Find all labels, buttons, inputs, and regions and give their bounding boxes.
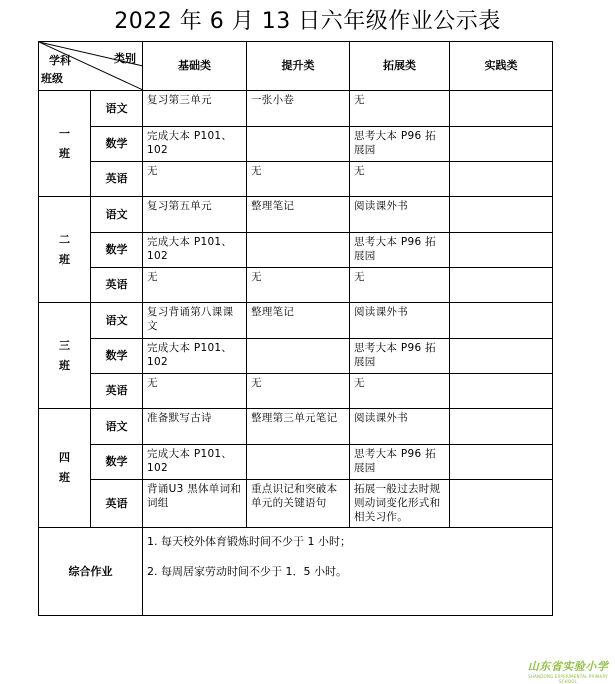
column-header-basic: 基础类 [143, 42, 247, 91]
basic-cell: 无 [143, 162, 247, 197]
basic-cell: 复习背诵第八课课文 [143, 303, 247, 339]
expand-cell: 思考大本 P96 拓展园 [350, 127, 450, 162]
homework-table [38, 41, 553, 616]
improve-cell: 重点识记和突破本单元的关键语句 [247, 480, 350, 528]
comprehensive-label: 综合作业 [39, 528, 143, 616]
improve-cell: 整理笔记 [247, 303, 350, 339]
practice-cell [450, 268, 553, 303]
basic-cell: 无 [143, 268, 247, 303]
school-logo [522, 658, 614, 684]
subject-cell: 数学 [91, 445, 143, 480]
table-row [39, 197, 553, 233]
school-logo-name: 山东省实验小学 [527, 660, 609, 673]
comprehensive-item-1: 1. 每天校外体育锻炼时间不少于 1 小时； [147, 535, 351, 548]
class-label-3: 三 班 [39, 303, 91, 409]
improve-cell: 整理第三单元笔记 [247, 409, 350, 445]
expand-cell: 思考大本 P96 拓展园 [350, 339, 450, 374]
expand-cell: 思考大本 P96 拓展园 [350, 445, 450, 480]
practice-cell [450, 91, 553, 127]
practice-cell [450, 233, 553, 268]
improve-cell: 一张小卷 [247, 91, 350, 127]
practice-cell [450, 374, 553, 409]
table-row [39, 339, 553, 374]
practice-cell [450, 197, 553, 233]
subject-cell: 英语 [91, 374, 143, 409]
expand-cell: 思考大本 P96 拓展园 [350, 233, 450, 268]
expand-cell: 阅读课外书 [350, 409, 450, 445]
subject-cell: 语文 [91, 197, 143, 233]
expand-cell: 无 [350, 162, 450, 197]
table-row [39, 528, 553, 616]
basic-cell: 准备默写古诗 [143, 409, 247, 445]
basic-cell: 完成大本 P101、102 [143, 339, 247, 374]
diag-label-class: 班级 [41, 72, 63, 85]
expand-cell: 阅读课外书 [350, 197, 450, 233]
column-header-practice: 实践类 [450, 42, 553, 91]
expand-cell: 无 [350, 91, 450, 127]
improve-cell [247, 127, 350, 162]
subject-cell: 数学 [91, 233, 143, 268]
subject-cell: 数学 [91, 339, 143, 374]
expand-cell: 无 [350, 374, 450, 409]
diagonal-header-cell [39, 42, 143, 91]
table-row [39, 268, 553, 303]
subject-cell: 英语 [91, 268, 143, 303]
comprehensive-content [143, 528, 553, 616]
class-label-2: 二 班 [39, 197, 91, 303]
basic-cell: 复习第五单元 [143, 197, 247, 233]
improve-cell: 无 [247, 374, 350, 409]
basic-cell: 完成大本 P101、102 [143, 127, 247, 162]
table-row [39, 480, 553, 528]
basic-cell: 复习第三单元 [143, 91, 247, 127]
practice-cell [450, 445, 553, 480]
table-row [39, 374, 553, 409]
expand-cell: 阅读课外书 [350, 303, 450, 339]
practice-cell [450, 409, 553, 445]
subject-cell: 数学 [91, 127, 143, 162]
table-row [39, 303, 553, 339]
improve-cell [247, 233, 350, 268]
practice-cell [450, 339, 553, 374]
improve-cell: 无 [247, 268, 350, 303]
basic-cell: 无 [143, 374, 247, 409]
table-row [39, 409, 553, 445]
diag-label-subject: 学科 [49, 54, 71, 67]
improve-cell [247, 339, 350, 374]
basic-cell: 完成大本 P101、102 [143, 445, 247, 480]
school-logo-name-en: SHANDONG EXPERIMENTAL PRIMARY SCHOOL [528, 674, 608, 684]
subject-cell: 英语 [91, 480, 143, 528]
class-label-4: 四 班 [39, 409, 91, 528]
subject-cell: 语文 [91, 303, 143, 339]
practice-cell [450, 480, 553, 528]
practice-cell [450, 162, 553, 197]
class-label-1: 一 班 [39, 91, 91, 197]
improve-cell: 无 [247, 162, 350, 197]
table-row [39, 445, 553, 480]
table-row [39, 91, 553, 127]
basic-cell: 完成大本 P101、102 [143, 233, 247, 268]
diag-label-category: 类别 [114, 52, 136, 65]
table-row [39, 233, 553, 268]
subject-cell: 英语 [91, 162, 143, 197]
expand-cell: 拓展一般过去时规则动词变化形式和相关习作。 [350, 480, 450, 528]
table-row [39, 162, 553, 197]
expand-cell: 无 [350, 268, 450, 303]
page-title: 2022 年 6 月 13 日六年级作业公示表 [114, 9, 501, 34]
column-header-improve: 提升类 [247, 42, 350, 91]
practice-cell [450, 127, 553, 162]
table-row [39, 127, 553, 162]
practice-cell [450, 303, 553, 339]
improve-cell [247, 445, 350, 480]
basic-cell: 背诵U3 黑体单词和词组 [143, 480, 247, 528]
improve-cell: 整理笔记 [247, 197, 350, 233]
subject-cell: 语文 [91, 91, 143, 127]
comprehensive-item-2: 2. 每周居家劳动时间不少于 1．5 小时。 [147, 565, 347, 578]
column-header-expand: 拓展类 [350, 42, 450, 91]
subject-cell: 语文 [91, 409, 143, 445]
